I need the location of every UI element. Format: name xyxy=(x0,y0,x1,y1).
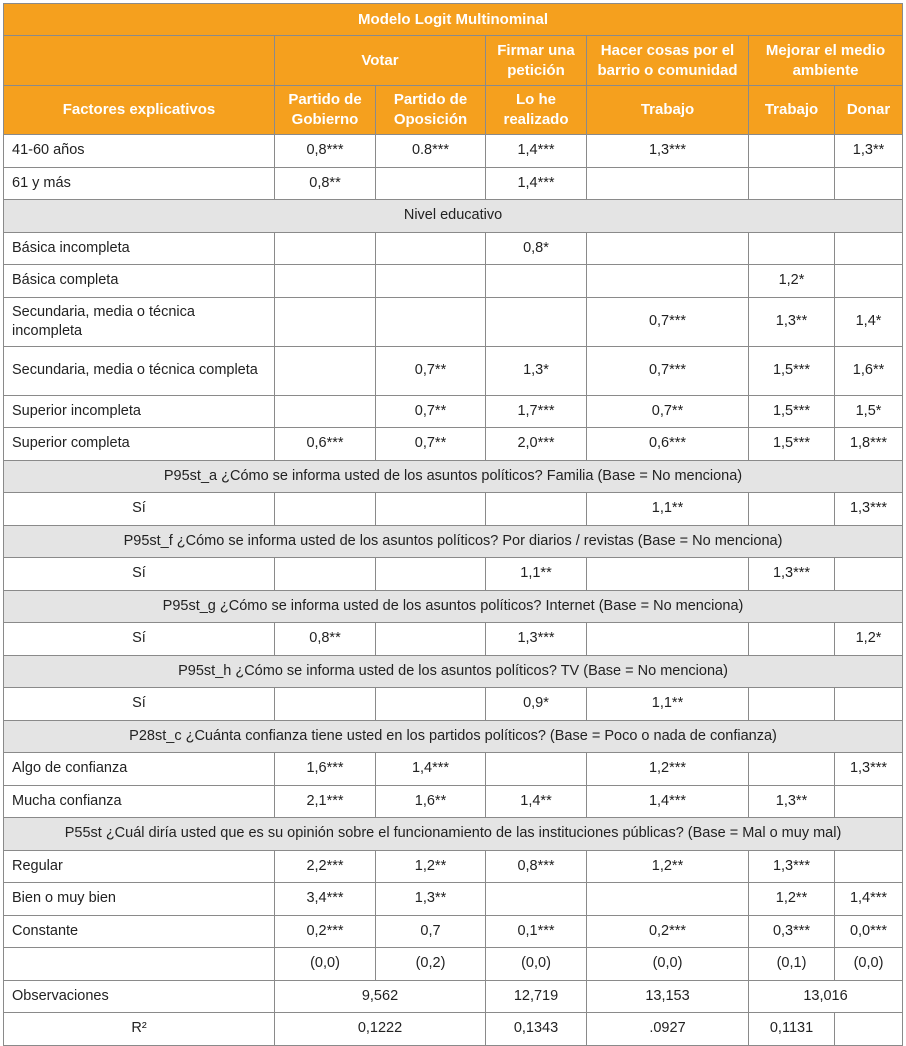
table-row xyxy=(4,167,903,200)
value-cell: 1,4*** xyxy=(486,167,587,200)
row-label: Bien o muy bien xyxy=(4,883,275,916)
row-label: Regular xyxy=(4,850,275,883)
value-cell: 1,5*** xyxy=(749,395,835,428)
value-cell: 1,3*** xyxy=(587,135,749,168)
value-cell xyxy=(376,167,486,200)
value-cell xyxy=(275,558,376,591)
value-cell: 1,1** xyxy=(587,493,749,526)
value-cell xyxy=(275,688,376,721)
value-cell xyxy=(835,785,903,818)
value-cell: (0,0) xyxy=(275,948,376,981)
section-label: P95st_g ¿Cómo se informa usted de los asuntos políticos? Internet (Base = No menciona) xyxy=(4,590,903,623)
value-cell xyxy=(835,265,903,298)
value-cell: 0,2*** xyxy=(275,915,376,948)
value-cell xyxy=(486,753,587,786)
table-row xyxy=(4,948,903,981)
value-cell: 1,3** xyxy=(835,135,903,168)
subcol-header: Lo he realizado xyxy=(486,86,587,135)
value-cell: 1,7*** xyxy=(486,395,587,428)
value-cell: 0,8*** xyxy=(486,850,587,883)
value-cell: 1,5*** xyxy=(749,428,835,461)
table-row xyxy=(4,623,903,656)
value-cell: 1,3* xyxy=(486,346,587,395)
value-cell xyxy=(749,688,835,721)
value-cell xyxy=(486,883,587,916)
value-cell: 1,4* xyxy=(835,297,903,346)
value-cell xyxy=(376,297,486,346)
table-row xyxy=(4,753,903,786)
value-cell: 0,7** xyxy=(376,346,486,395)
value-cell: 1,2** xyxy=(376,850,486,883)
value-cell: 0,2*** xyxy=(587,915,749,948)
value-cell: 0,8** xyxy=(275,167,376,200)
row-label: Constante xyxy=(4,915,275,948)
section-row xyxy=(4,460,903,493)
value-cell: 0,8** xyxy=(275,623,376,656)
value-cell: 0,3*** xyxy=(749,915,835,948)
value-cell: 1,3*** xyxy=(486,623,587,656)
row-label: Básica incompleta xyxy=(4,232,275,265)
value-cell: 0,7** xyxy=(376,395,486,428)
section-row xyxy=(4,525,903,558)
value-cell xyxy=(376,265,486,298)
row-label xyxy=(4,948,275,981)
logit-results-table xyxy=(3,3,903,1046)
subcol-header: Partido de Oposición xyxy=(376,86,486,135)
value-cell xyxy=(486,265,587,298)
value-cell: 1,8*** xyxy=(835,428,903,461)
row-label: 41-60 años xyxy=(4,135,275,168)
value-cell xyxy=(275,232,376,265)
table-row xyxy=(4,785,903,818)
subcol-header: Trabajo xyxy=(587,86,749,135)
value-cell: 1,3*** xyxy=(749,558,835,591)
value-cell: 0,1343 xyxy=(486,1013,587,1046)
value-cell: 0,1131 xyxy=(749,1013,835,1046)
value-cell xyxy=(587,558,749,591)
value-cell xyxy=(749,135,835,168)
value-cell: 3,4*** xyxy=(275,883,376,916)
value-cell: 1,6*** xyxy=(275,753,376,786)
value-cell xyxy=(376,232,486,265)
value-cell xyxy=(486,297,587,346)
value-cell xyxy=(835,688,903,721)
value-cell: .0927 xyxy=(587,1013,749,1046)
value-cell: 1,4*** xyxy=(486,135,587,168)
value-cell xyxy=(376,558,486,591)
value-cell: 1,3** xyxy=(749,297,835,346)
value-cell: 0.8*** xyxy=(376,135,486,168)
table-row xyxy=(4,232,903,265)
header-empty xyxy=(4,36,275,86)
value-cell xyxy=(749,493,835,526)
subcol-header: Trabajo xyxy=(749,86,835,135)
section-row xyxy=(4,655,903,688)
value-cell xyxy=(749,232,835,265)
value-cell: 1,1** xyxy=(587,688,749,721)
section-label: P95st_a ¿Cómo se informa usted de los asuntos políticos? Familia (Base = No menciona) xyxy=(4,460,903,493)
table-row xyxy=(4,493,903,526)
group-firmar: Firmar una petición xyxy=(486,36,587,86)
value-cell: 0,7 xyxy=(376,915,486,948)
table-row xyxy=(4,558,903,591)
value-cell xyxy=(587,623,749,656)
value-cell: 1,2** xyxy=(749,883,835,916)
section-row xyxy=(4,200,903,233)
table-row xyxy=(4,395,903,428)
value-cell: 12,719 xyxy=(486,980,587,1013)
value-cell: 1,3** xyxy=(376,883,486,916)
value-cell: 1,2* xyxy=(835,623,903,656)
section-label: P55st ¿Cuál diría usted que es su opinión sobre el funcionamiento de las instituciones públicas? (Base = Mal o muy mal) xyxy=(4,818,903,851)
value-cell: 1,3*** xyxy=(749,850,835,883)
value-cell xyxy=(749,167,835,200)
row-label: Básica completa xyxy=(4,265,275,298)
value-cell: 1,3*** xyxy=(835,753,903,786)
value-cell xyxy=(486,493,587,526)
section-row xyxy=(4,818,903,851)
table-row xyxy=(4,428,903,461)
section-row xyxy=(4,590,903,623)
value-cell: 1,4*** xyxy=(587,785,749,818)
row-label: Algo de confianza xyxy=(4,753,275,786)
value-cell: 0,7** xyxy=(587,395,749,428)
section-label: Nivel educativo xyxy=(4,200,903,233)
table-row xyxy=(4,980,903,1013)
table-row xyxy=(4,688,903,721)
section-label: P95st_h ¿Cómo se informa usted de los asuntos políticos? TV (Base = No menciona) xyxy=(4,655,903,688)
value-cell: 1,2*** xyxy=(587,753,749,786)
row-label: Superior incompleta xyxy=(4,395,275,428)
table-row xyxy=(4,265,903,298)
value-cell: 1,4*** xyxy=(376,753,486,786)
row-label: R² xyxy=(4,1013,275,1046)
value-cell xyxy=(749,753,835,786)
row-label: Secundaria, media o técnica incompleta xyxy=(4,297,275,346)
value-cell xyxy=(275,493,376,526)
row-label: 61 y más xyxy=(4,167,275,200)
value-cell: 1,2* xyxy=(749,265,835,298)
value-cell: 1,3*** xyxy=(835,493,903,526)
value-cell: 0,1222 xyxy=(275,1013,486,1046)
value-cell xyxy=(587,232,749,265)
subcol-header: Donar xyxy=(835,86,903,135)
value-cell xyxy=(749,623,835,656)
value-cell: 0,7*** xyxy=(587,297,749,346)
value-cell: 9,562 xyxy=(275,980,486,1013)
section-label: P95st_f ¿Cómo se informa usted de los asuntos políticos? Por diarios / revistas (Base = No menciona) xyxy=(4,525,903,558)
value-cell: 0,7** xyxy=(376,428,486,461)
value-cell xyxy=(835,850,903,883)
value-cell xyxy=(835,167,903,200)
row-label: Sí xyxy=(4,688,275,721)
section-row xyxy=(4,720,903,753)
value-cell: 0,0*** xyxy=(835,915,903,948)
table-row xyxy=(4,1013,903,1046)
table-row xyxy=(4,346,903,395)
value-cell: 1,4** xyxy=(486,785,587,818)
value-cell: 0,6*** xyxy=(587,428,749,461)
value-cell xyxy=(275,297,376,346)
row-label: Sí xyxy=(4,623,275,656)
subcol-header: Partido de Gobierno xyxy=(275,86,376,135)
value-cell: 2,1*** xyxy=(275,785,376,818)
value-cell xyxy=(835,232,903,265)
factors-header: Factores explicativos xyxy=(4,86,275,135)
section-label: P28st_c ¿Cuánta confianza tiene usted en los partidos políticos? (Base = Poco o nada de confianza) xyxy=(4,720,903,753)
value-cell: 2,2*** xyxy=(275,850,376,883)
value-cell xyxy=(835,558,903,591)
value-cell: 13,016 xyxy=(749,980,903,1013)
table-row xyxy=(4,883,903,916)
table-row xyxy=(4,915,903,948)
value-cell: 1,6** xyxy=(835,346,903,395)
value-cell: 1,4*** xyxy=(835,883,903,916)
value-cell xyxy=(275,395,376,428)
row-label: Observaciones xyxy=(4,980,275,1013)
value-cell: 1,5* xyxy=(835,395,903,428)
table-row xyxy=(4,297,903,346)
value-cell xyxy=(587,265,749,298)
value-cell: (0,0) xyxy=(587,948,749,981)
value-cell xyxy=(275,346,376,395)
row-label: Mucha confianza xyxy=(4,785,275,818)
value-cell: 0,1*** xyxy=(486,915,587,948)
row-label: Secundaria, media o técnica completa xyxy=(4,346,275,395)
table-title: Modelo Logit Multinominal xyxy=(4,4,903,36)
value-cell: 1,2** xyxy=(587,850,749,883)
value-cell: (0,0) xyxy=(486,948,587,981)
group-votar: Votar xyxy=(275,36,486,86)
value-cell: 0,8* xyxy=(486,232,587,265)
value-cell: 1,1** xyxy=(486,558,587,591)
value-cell: 13,153 xyxy=(587,980,749,1013)
value-cell xyxy=(587,167,749,200)
value-cell xyxy=(275,265,376,298)
row-label: Sí xyxy=(4,558,275,591)
group-medio-ambiente: Mejorar el medio ambiente xyxy=(749,36,903,86)
value-cell xyxy=(376,623,486,656)
value-cell xyxy=(376,688,486,721)
value-cell: (0,0) xyxy=(835,948,903,981)
value-cell: 1,5*** xyxy=(749,346,835,395)
value-cell: (0,1) xyxy=(749,948,835,981)
value-cell: 0,8*** xyxy=(275,135,376,168)
value-cell: 0,9* xyxy=(486,688,587,721)
table-row xyxy=(4,135,903,168)
row-label: Superior completa xyxy=(4,428,275,461)
value-cell xyxy=(587,883,749,916)
value-cell xyxy=(835,1013,903,1046)
value-cell xyxy=(376,493,486,526)
value-cell: 0,7*** xyxy=(587,346,749,395)
value-cell: 2,0*** xyxy=(486,428,587,461)
value-cell: 0,6*** xyxy=(275,428,376,461)
value-cell: 1,6** xyxy=(376,785,486,818)
value-cell: (0,2) xyxy=(376,948,486,981)
table-row xyxy=(4,850,903,883)
group-barrio: Hacer cosas por el barrio o comunidad xyxy=(587,36,749,86)
row-label: Sí xyxy=(4,493,275,526)
value-cell: 1,3** xyxy=(749,785,835,818)
